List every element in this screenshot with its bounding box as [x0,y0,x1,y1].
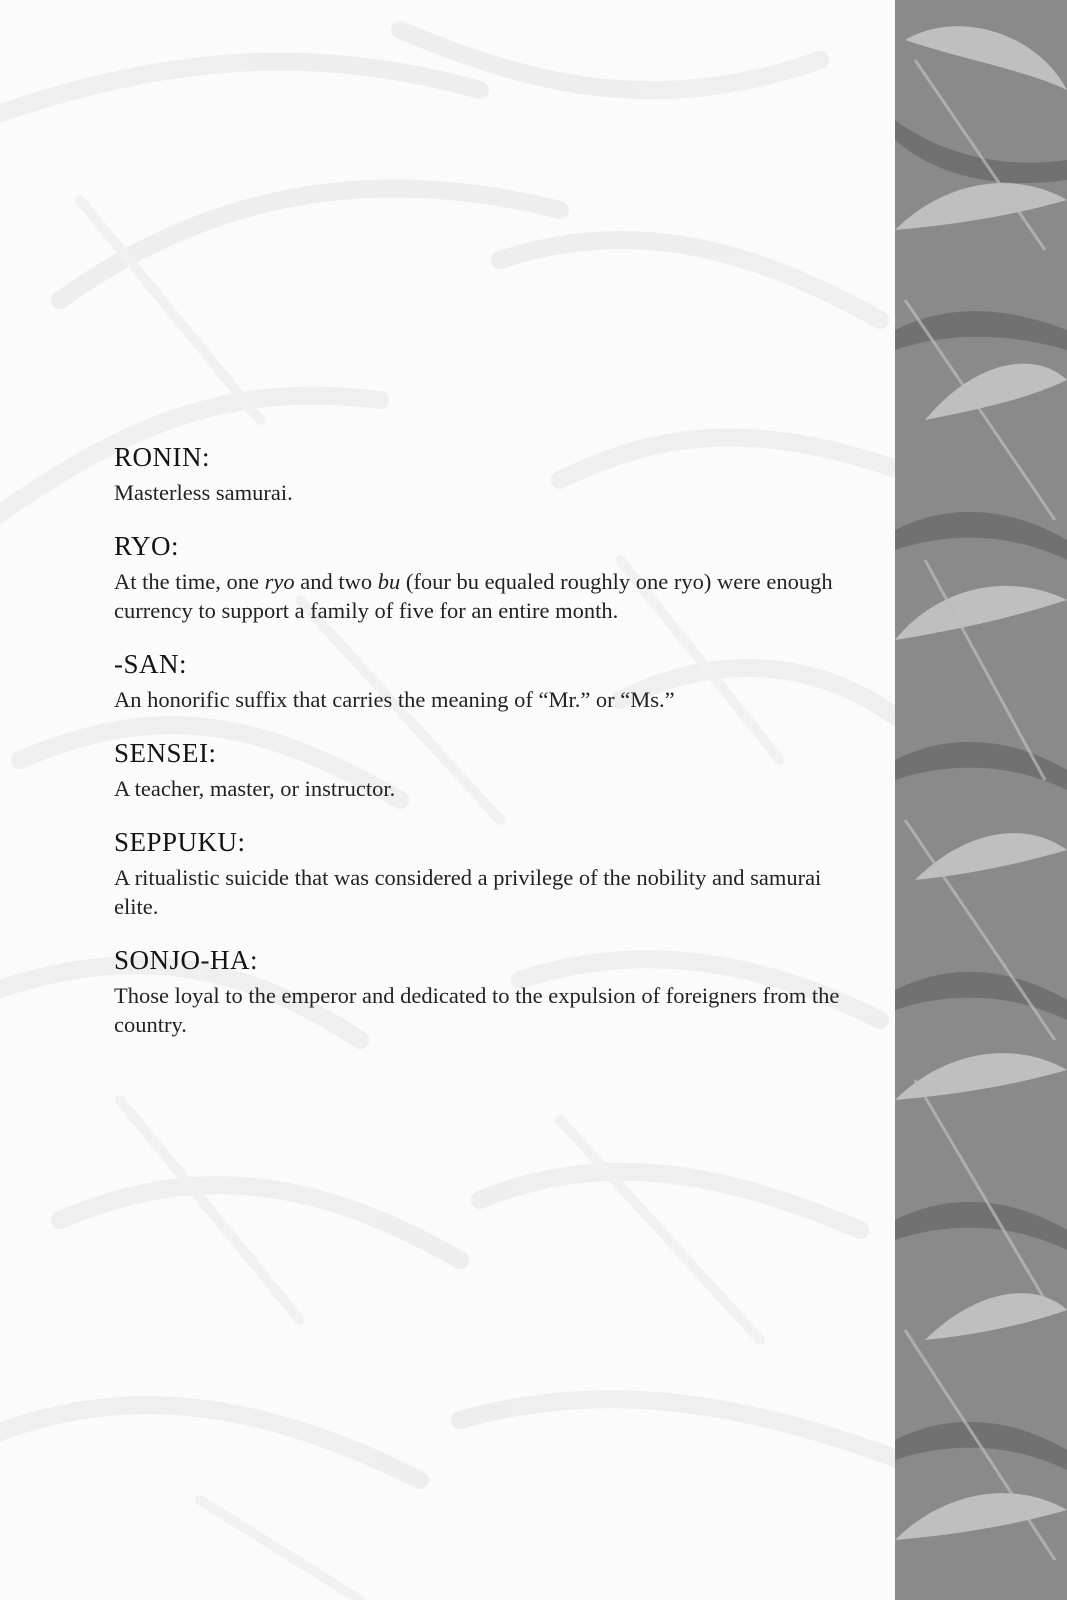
term-san: -SAN: [114,649,188,679]
glossary-entry-sensei [114,736,864,803]
term-sonjo-ha: SONJO-HA: [114,945,259,975]
term-ryo: RYO: [114,531,180,561]
glossary-entry-seppuku [114,825,864,921]
definition-text: At the time, one [114,569,265,594]
definition-san [114,685,864,714]
definition-sonjo-ha [114,981,864,1039]
definition-italic-word: ryo [264,569,295,594]
definition-sensei [114,774,864,803]
term-seppuku: SEPPUKU: [114,827,246,857]
definition-ryo [114,567,864,625]
bamboo-leaf-pattern [895,0,1067,1600]
definition-ronin [114,478,864,507]
term-ronin: RONIN: [114,442,210,472]
definition-seppuku [114,863,864,921]
definition-text: A ritualistic suicide that was considered a privilege of the nobility and samurai elite. [114,865,822,919]
definition-text: An honorific suffix that carries the meaning of “Mr.” or “Ms.” [114,687,675,712]
glossary-entry-sonjo-ha [114,943,864,1039]
glossary-entry-san [114,647,864,714]
decorative-side-band [895,0,1067,1600]
glossary-entry-ronin [114,440,864,507]
glossary [114,440,864,1061]
definition-text: and two [294,569,378,594]
term-sensei: SENSEI: [114,738,217,768]
definition-text: (four bu equaled roughly one ryo) were enough currency to support a family of five for an entire month. [114,569,833,623]
definition-text: Those loyal to the emperor and dedicated to the expulsion of foreigners from the country. [114,983,840,1037]
definition-italic-word: bu [377,569,401,594]
definition-text: A teacher, master, or instructor. [114,776,396,801]
glossary-entry-ryo [114,529,864,625]
definition-text: Masterless samurai. [114,480,293,505]
